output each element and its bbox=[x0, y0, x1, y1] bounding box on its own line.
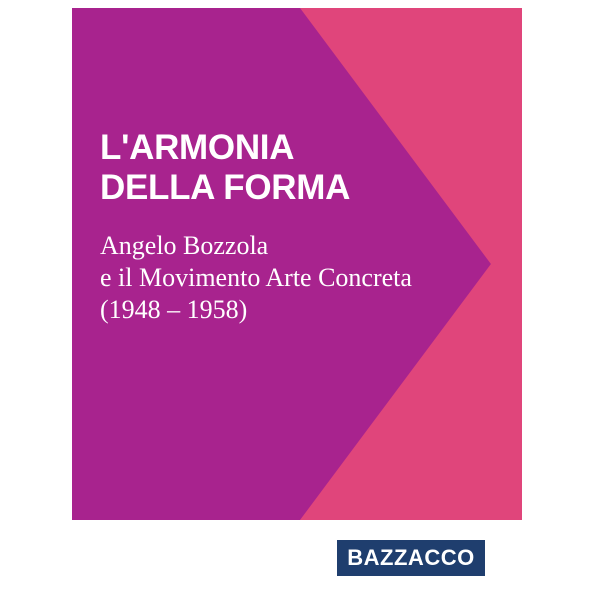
publisher-logo bbox=[337, 540, 485, 576]
white-margin-left bbox=[0, 0, 72, 600]
cover-subtitle-line-2: e il Movimento Arte Concreta bbox=[100, 263, 412, 292]
cover-subtitle-line-1: Angelo Bozzola bbox=[100, 231, 269, 260]
white-margin-right bbox=[522, 0, 600, 600]
cover-title-line-2: DELLA FORMA bbox=[100, 168, 351, 207]
cover-subtitle-line-3: (1948 – 1958) bbox=[100, 295, 248, 324]
white-margin-top bbox=[0, 0, 600, 8]
cover-subtitle bbox=[100, 230, 500, 326]
publisher-name: BAZZACCO bbox=[347, 545, 475, 570]
cover-text-block bbox=[100, 128, 500, 326]
white-margin-bottom bbox=[0, 520, 600, 600]
cover-title-line-1: L'ARMONIA bbox=[100, 128, 295, 167]
